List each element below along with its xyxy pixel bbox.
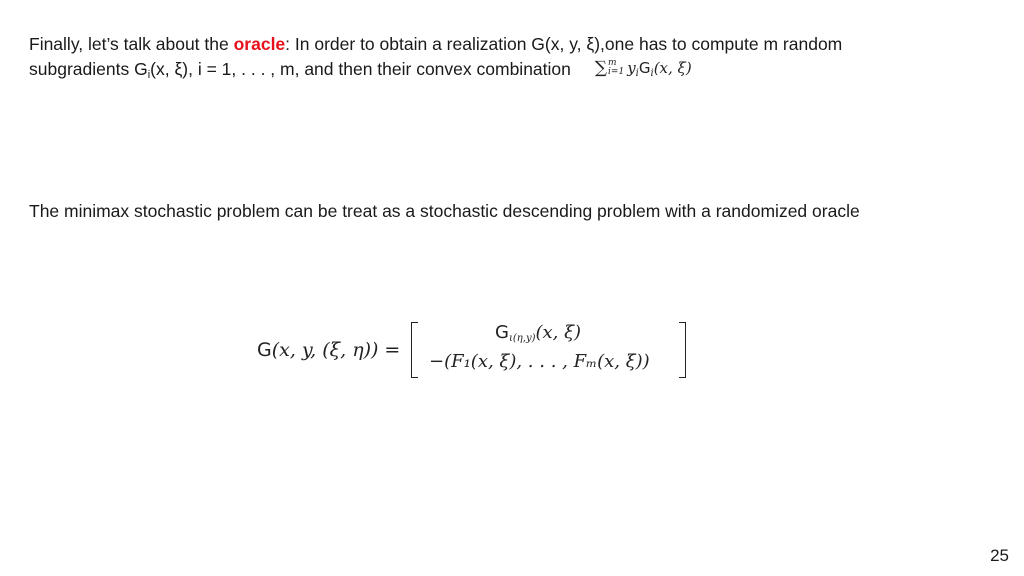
equation-row1-sub: ι(η,y) — [508, 333, 536, 344]
intro-text: Finally, let’s talk about the — [29, 34, 234, 54]
subgradient-args: (x, ξ) — [653, 59, 692, 77]
equation-lhs-args: (x, y, (ξ, η)) = — [271, 339, 401, 361]
equation-row1-g: G — [495, 322, 509, 343]
subgradient-index: i — [147, 69, 151, 81]
equation-row1-args: (x, ξ) — [535, 322, 582, 343]
paragraph-minimax: The minimax stochastic problem can be treat as a stochastic descending problem with a randomized oracle — [29, 201, 860, 221]
left-bracket — [411, 322, 418, 378]
line1-rest-text: : In order to obtain a realization G(x, y, ξ),one has to compute m random — [285, 34, 843, 54]
weight-y-index: i — [635, 68, 639, 79]
equation-lhs — [257, 339, 400, 361]
line2-start-text: subgradients G — [29, 59, 148, 79]
equation-row-1 — [495, 322, 581, 343]
convex-combination-formula — [595, 56, 692, 81]
weight-y: y — [627, 59, 636, 77]
sum-lower-limit: i=1 — [608, 67, 625, 77]
equation-lhs-g: G — [257, 339, 272, 361]
oracle-equation — [257, 322, 697, 380]
paragraph-oracle-intro — [29, 32, 989, 83]
sum-symbol: ∑ — [594, 58, 608, 78]
subgradient-g: G — [638, 59, 651, 77]
line2-end-text: (x, ξ), i = 1, . . . , m, and then their convex combination — [150, 59, 571, 79]
right-bracket — [679, 322, 686, 378]
page-number: 25 — [990, 546, 1009, 565]
subgradient-g-index: i — [650, 68, 654, 79]
equation-row-2: −(F₁(x, ξ), . . . , Fₘ(x, ξ)) — [429, 351, 650, 372]
oracle-keyword: oracle — [233, 34, 286, 54]
sum-upper-limit: m — [608, 58, 617, 68]
sum-limits — [608, 59, 624, 77]
